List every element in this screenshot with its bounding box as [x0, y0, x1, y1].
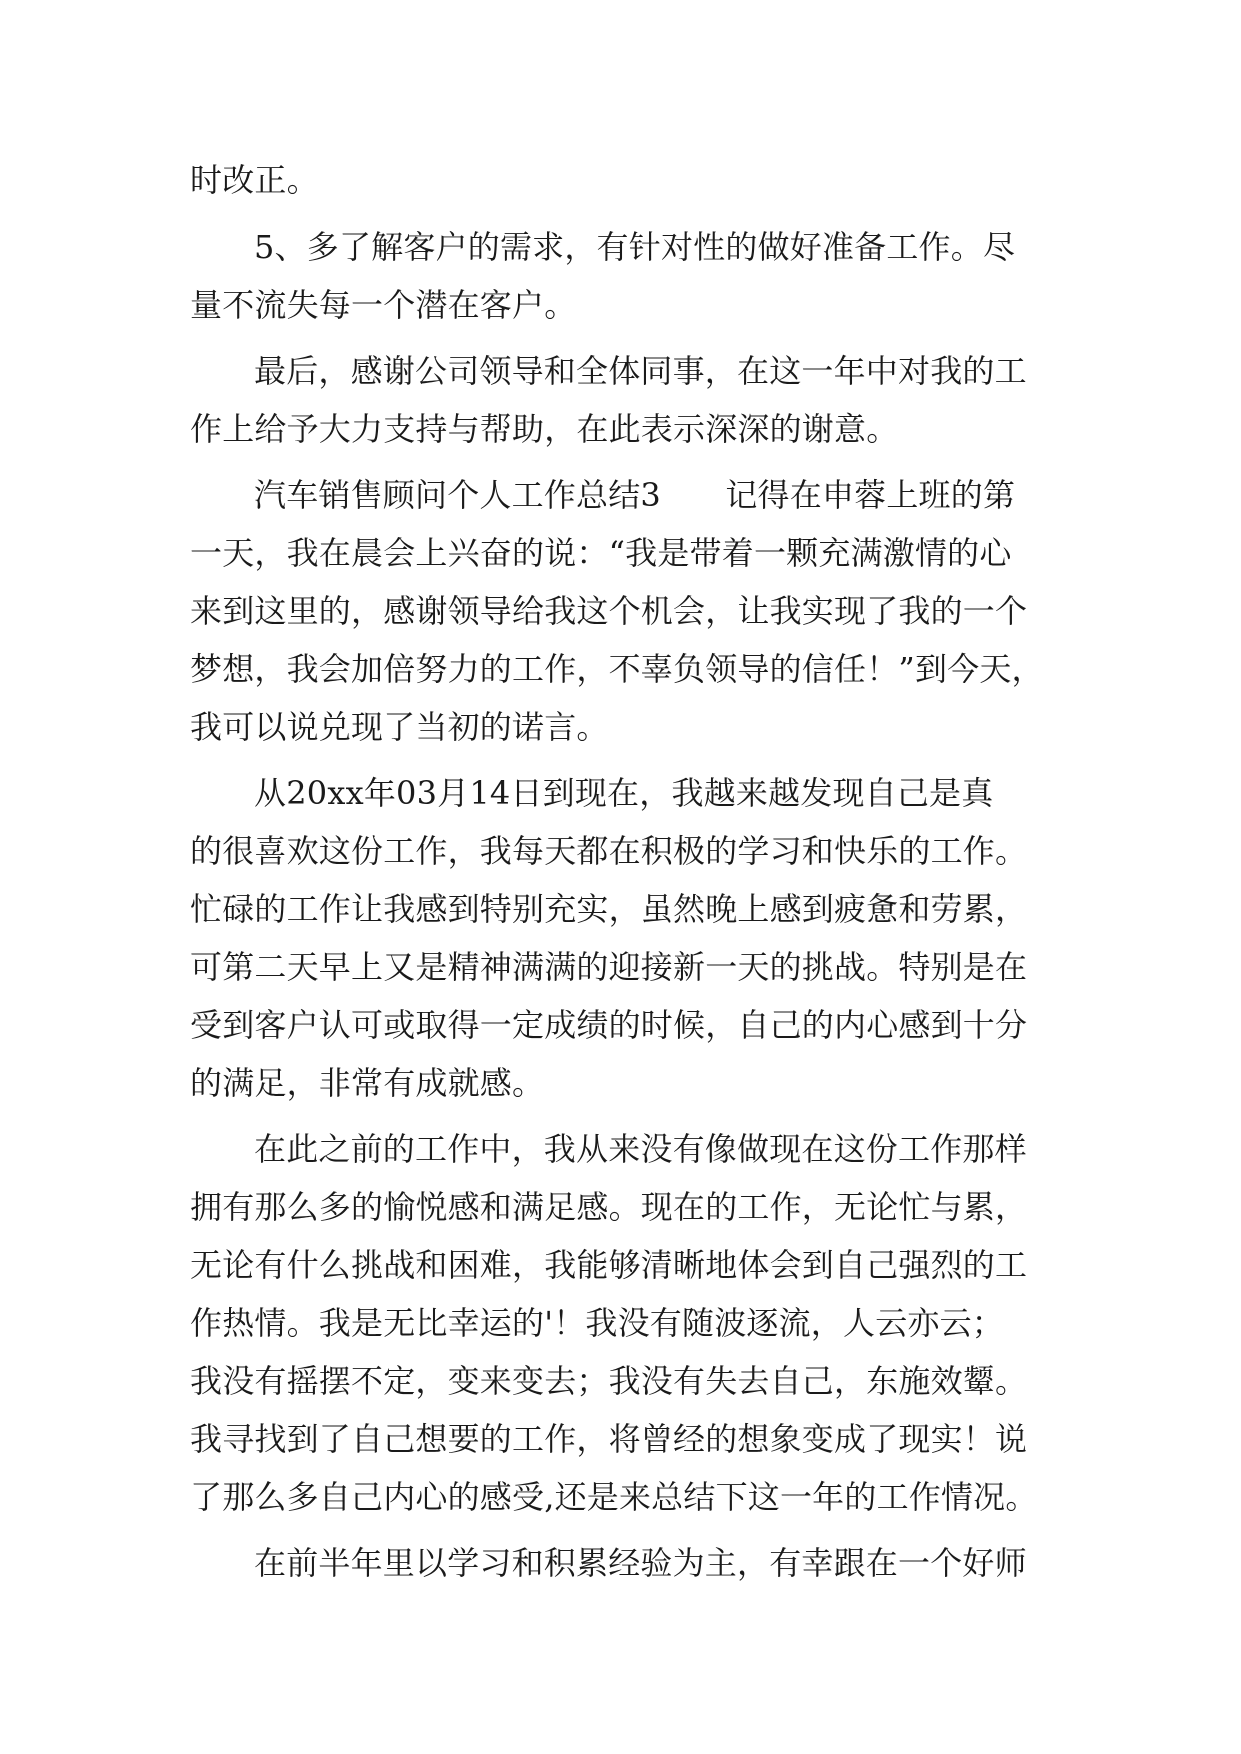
paragraph-line: 我可以说兑现了当初的诺言。	[190, 708, 609, 746]
paragraph-line: 拥有那么多的愉悦感和满足感。现在的工作，无论忙与累，	[190, 1188, 1028, 1226]
paragraph-line: 我没有摇摆不定，变来变去；我没有失去自己，东施效颦。	[190, 1362, 1028, 1400]
paragraph-line: 我寻找到了自己想要的工作，将曾经的想象变成了现实！说	[190, 1420, 1028, 1458]
paragraph-line: 的很喜欢这份工作，我每天都在积极的学习和快乐的工作。	[190, 832, 1028, 870]
paragraph-line: 作上给予大力支持与帮助，在此表示深深的谢意。	[190, 410, 899, 448]
paragraph-line: 在前半年里以学习和积累经验为主，有幸跟在一个好师	[254, 1544, 1027, 1582]
paragraph-line: 最后，感谢公司领导和全体同事，在这一年中对我的工	[254, 352, 1027, 390]
paragraph-line: 从20xx年03月14日到现在，我越来越发现自己是真	[254, 774, 994, 812]
paragraph-line: 一天，我在晨会上兴奋的说：“我是带着一颗充满激情的心	[190, 534, 1012, 572]
paragraph-line: 在此之前的工作中，我从来没有像做现在这份工作那样	[254, 1130, 1027, 1168]
paragraph-line: 了那么多自己内心的感受,还是来总结下这一年的工作情况。	[190, 1478, 1038, 1516]
paragraph-line: 来到这里的，感谢领导给我这个机会，让我实现了我的一个	[190, 592, 1028, 630]
paragraph-line: 时改正。	[190, 161, 319, 199]
paragraph-line: 5、多了解客户的需求，有针对性的做好准备工作。尽	[254, 228, 1016, 266]
paragraph-line: 无论有什么挑战和困难，我能够清晰地体会到自己强烈的工	[190, 1246, 1028, 1284]
paragraph-line: 的满足，非常有成就感。	[190, 1064, 545, 1102]
paragraph-line: 受到客户认可或取得一定成绩的时候，自己的内心感到十分	[190, 1006, 1028, 1044]
paragraph-line: 可第二天早上又是精神满满的迎接新一天的挑战。特别是在	[190, 948, 1028, 986]
paragraph-line: 汽车销售顾问个人工作总结3 记得在申蓉上班的第	[254, 476, 1016, 514]
paragraph-line: 梦想，我会加倍努力的工作，不辜负领导的信任！”到今天，	[190, 650, 1044, 688]
paragraph-line: 忙碌的工作让我感到特别充实，虽然晚上感到疲惫和劳累，	[190, 890, 1028, 928]
paragraph-line: 量不流失每一个潜在客户。	[190, 286, 577, 324]
paragraph-line: 作热情。我是无比幸运的'！我没有随波逐流，人云亦云；	[190, 1304, 1004, 1342]
